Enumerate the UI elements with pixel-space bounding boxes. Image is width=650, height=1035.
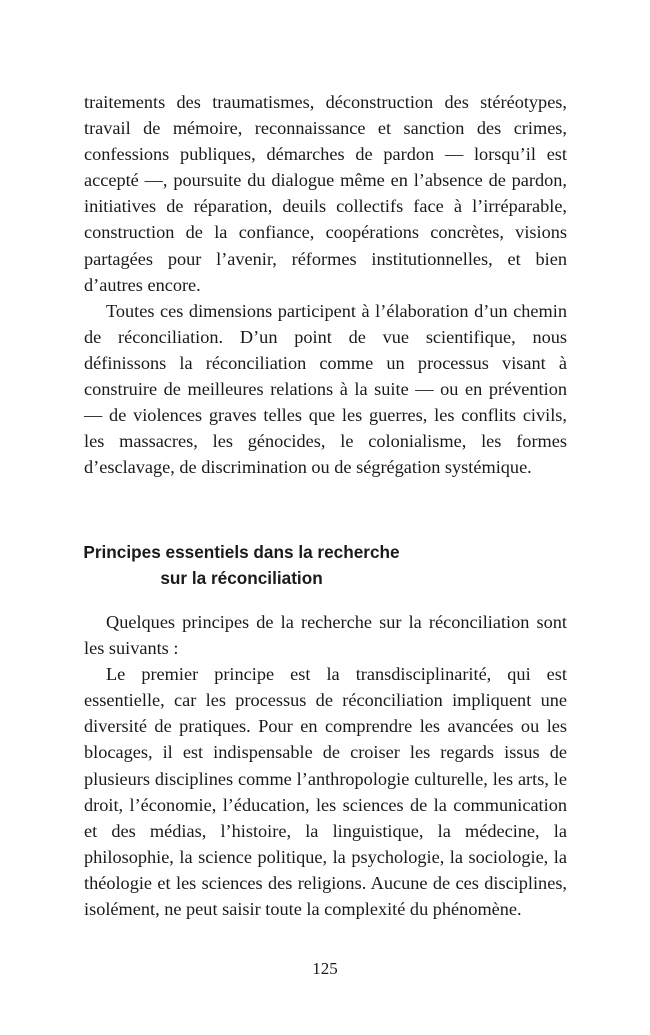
section-heading-line-1: Principes essentiels dans la recherche <box>83 542 400 562</box>
page-body <box>84 89 567 480</box>
section-heading <box>0 540 483 591</box>
paragraph-continuation: traitements des traumatismes, déconstruction des stéréotypes, travail de mémoire, reconnaissance et sanction des crimes, confessions publiques, démarches de pardon — lorsqu’il est accepté —, poursuite du dialogue même en l’absence de pardon, initiatives de réparation, deuils collectifs face à l’irréparable, construction de la confiance, coopérations concrètes, visions partagées pour l’avenir, réformes institutionnelles, et bien d’autres encore. <box>84 92 567 295</box>
paragraph-reconciliation-definition: Toutes ces dimensions participent à l’élaboration d’un chemin de réconciliation. D’un point de vue scientifique, nous définissons la réconciliation comme un processus visant à construire de meilleures relations à la suite — ou en prévention — de violences graves telles que les guerres, les conflits civils, les massacres, les génocides, le colonialisme, les formes d’esclavage, de discrimination ou de ségrégation systémique. <box>84 300 567 478</box>
page-number: 125 <box>312 959 338 978</box>
section-heading-line-2: sur la réconciliation <box>160 567 323 588</box>
paragraph-principles-intro: Quelques principes de la recherche sur la réconciliation sont les suivants : <box>84 612 567 659</box>
page-body-lower <box>84 609 567 922</box>
paragraph-first-principle: Le premier principe est la transdisciplinarité, qui est essentielle, car les processus de réconciliation impliquent une diversité de pratiques. Pour en comprendre les avancées ou les blocages, il est indispensable de croiser les regards issus de plusieurs disciplines comme l’anthropologie culturelle, les arts, le droit, l’économie, l’éducation, les sciences de la communication et des médias, l’histoire, la linguistique, la médecine, la philosophie, la science politique, la psychologie, la sociologie, la théologie et les sciences des religions. Aucune de ces disciplines, isolément, ne peut saisir toute la complexité du phénomène. <box>84 664 567 920</box>
